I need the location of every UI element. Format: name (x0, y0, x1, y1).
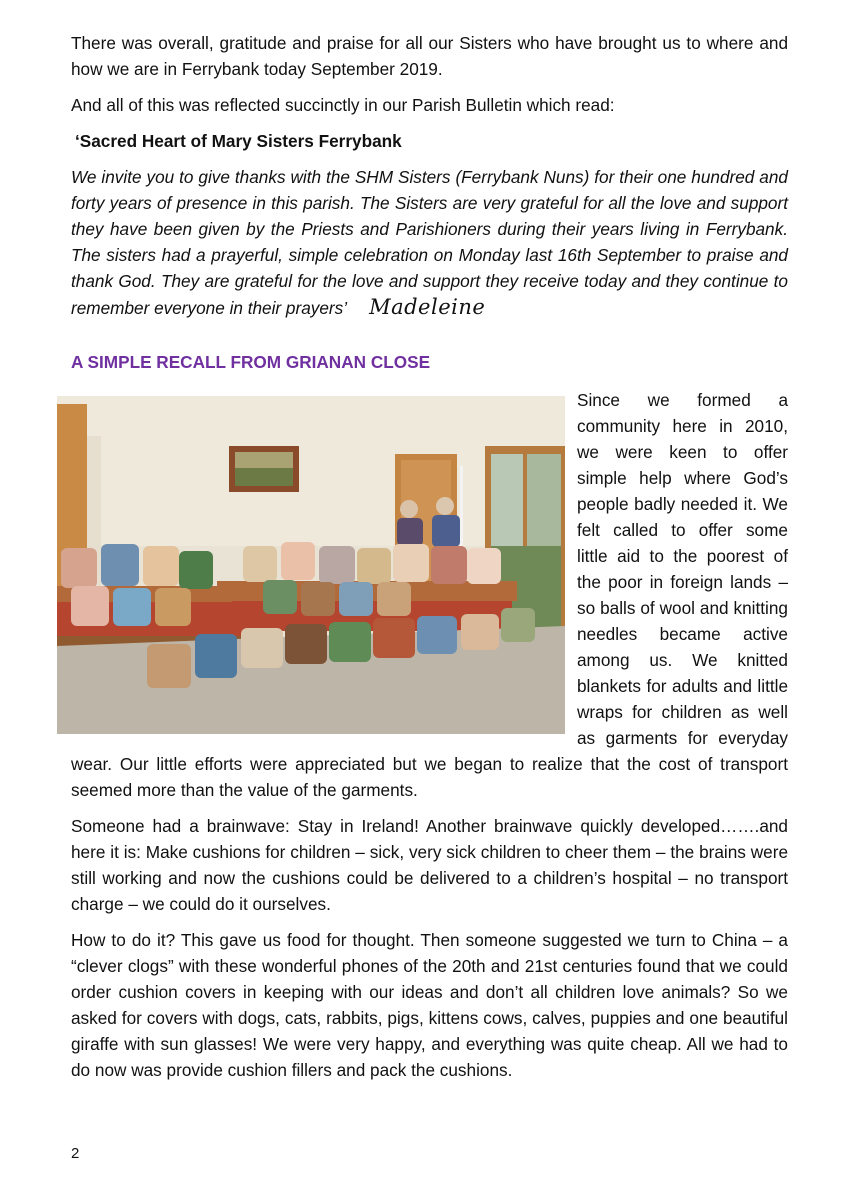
document-page (71, 30, 788, 1093)
page-number: 2 (71, 1145, 80, 1162)
intro-paragraph-2: And all of this was reflected succinctly in our Parish Bulletin which read: (71, 95, 615, 115)
bulletin-quote (71, 164, 788, 321)
section-paragraph-3: How to do it? This gave us food for thought. Then someone suggested we turn to China – a “clever clogs” with these wonderful phones of the 20th and 21st centuries found that we could order cushion covers in keeping with our ideas and don’t all children love animals? So we asked for covers with dogs, cats, rabbits, pigs, kittens cows, calves, puppies and one beautiful giraffe with sun glasses! We were very happy, and everything was quite cheap. All we had to do now was provide cushion fillers and pack the cushions. (71, 930, 788, 1080)
intro-paragraph-1: There was overall, gratitude and praise for all our Sisters who have brought us to where and how we are in Ferrybank today September 2019. (71, 33, 788, 79)
bulletin-quote-text: We invite you to give thanks with the SHM Sisters (Ferrybank Nuns) for their one hundred and forty years of presence in this parish. The Sisters are very grateful for all the love and support they have been given by the Priests and Parishioners during their years living in Ferrybank. The sisters had a prayerful, simple celebration on Monday last 16th September to praise and thank God. They are grateful for the love and support they receive today and they continue to remember everyone in their prayers’ (71, 167, 788, 318)
section-paragraph-2: Someone had a brainwave: Stay in Ireland! Another brainwave quickly developed…….and here it is: Make cushions for children – sick, very sick children to cheer them – the brains were still working and now the cushions could be delivered to a children’s hospital – no transport charge – we could do it ourselves. (71, 816, 788, 914)
signature: Madeleine (369, 295, 486, 319)
bulletin-title: ‘Sacred Heart of Mary Sisters Ferrybank (75, 131, 402, 151)
section-heading: A SIMPLE RECALL FROM GRIANAN CLOSE (71, 352, 431, 372)
section-paragraph-1: Since we formed a community here in 2010, we were keen to offer simple help where God’s people badly needed it. We felt called to offer some little aid to the poorest of the poor in foreign lands – so balls of wool and knitting needles became active among us. We knitted blankets for adults and little wraps for children as well as garments for everyday wear. Our little efforts were appreciated but we began to realize that the cost of transport seemed more than the value of the garments. (71, 390, 788, 800)
photo-sisters-with-animal-cushions (57, 396, 565, 734)
